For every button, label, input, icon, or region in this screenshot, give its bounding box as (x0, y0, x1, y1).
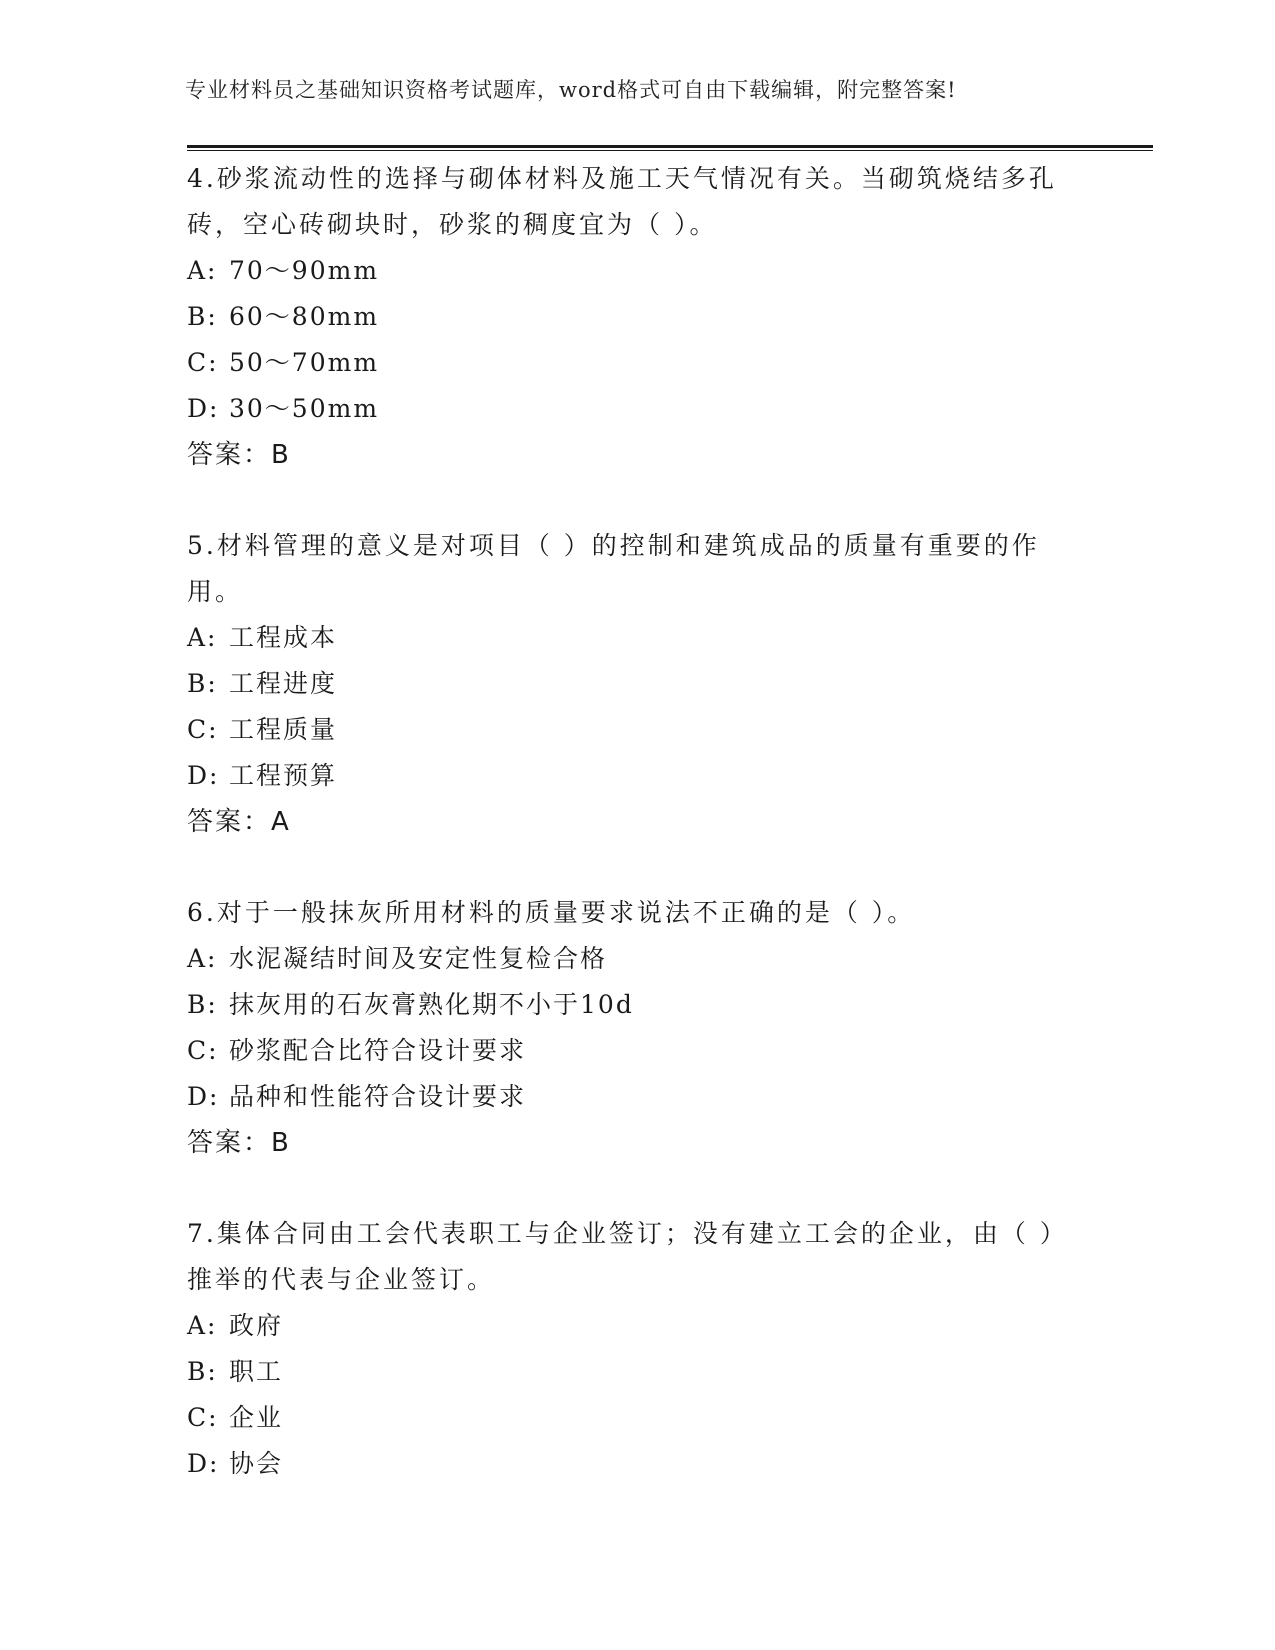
option-d (187, 386, 1087, 432)
option-letter: D: (187, 761, 220, 790)
option-d (187, 1074, 1087, 1120)
option-text: 水泥凝结时间及安定性复检合格 (229, 944, 608, 973)
option-letter: D: (187, 394, 220, 423)
option-text: 工程进度 (229, 669, 338, 698)
question-list (187, 156, 1087, 1532)
option-a (187, 1303, 1087, 1349)
answer-text: 答案：A (187, 807, 291, 837)
option-b (187, 661, 1087, 707)
answer-text: 答案：B (187, 1128, 291, 1158)
option-letter: D: (187, 1449, 220, 1478)
option-letter: C: (187, 348, 219, 377)
option-b (187, 1349, 1087, 1395)
option-text: 60～80mm (229, 302, 380, 331)
option-text: 协会 (229, 1449, 284, 1478)
option-text: 企业 (229, 1403, 284, 1432)
answer-text: 答案：B (187, 440, 291, 470)
option-text: 砂浆配合比符合设计要求 (229, 1036, 527, 1065)
option-letter: B: (187, 990, 218, 1019)
option-letter: A: (187, 623, 218, 652)
header-divider-thin (187, 150, 1153, 151)
option-text: 品种和性能符合设计要求 (229, 1082, 527, 1111)
option-b (187, 982, 1087, 1028)
option-text: 工程预算 (229, 761, 338, 790)
option-c (187, 1395, 1087, 1441)
option-letter: B: (187, 669, 218, 698)
question-7 (187, 1211, 1087, 1487)
option-d (187, 1441, 1087, 1487)
option-c (187, 1028, 1087, 1074)
option-text: 政府 (229, 1311, 284, 1340)
option-d (187, 753, 1087, 799)
question-text: 4.砂浆流动性的选择与砌体材料及施工天气情况有关。当砌筑烧结多孔砖，空心砖砌块时，砂浆的稠度宜为（ ）。 (187, 164, 1057, 239)
option-text: 70～90mm (229, 256, 380, 285)
option-letter: B: (187, 1357, 218, 1386)
option-b (187, 294, 1087, 340)
option-a (187, 936, 1087, 982)
question-text: 7.集体合同由工会代表职工与企业签订；没有建立工会的企业，由（ ）推举的代表与企业签订。 (187, 1219, 1068, 1294)
option-text: 工程质量 (229, 715, 338, 744)
option-c (187, 707, 1087, 753)
header-divider-thick (187, 145, 1153, 148)
option-a (187, 615, 1087, 661)
option-c (187, 340, 1087, 386)
page-header: 专业材料员之基础知识资格考试题库，word格式可自由下载编辑，附完整答案! (185, 78, 957, 102)
option-letter: B: (187, 302, 218, 331)
option-letter: C: (187, 715, 219, 744)
option-letter: A: (187, 256, 218, 285)
question-text: 5.材料管理的意义是对项目（ ）的控制和建筑成品的质量有重要的作用。 (187, 531, 1040, 606)
option-text: 50～70mm (229, 348, 380, 377)
option-letter: C: (187, 1036, 219, 1065)
option-a (187, 248, 1087, 294)
option-letter: A: (187, 944, 218, 973)
option-text: 抹灰用的石灰膏熟化期不小于10d (229, 990, 634, 1019)
question-4 (187, 156, 1087, 478)
option-text: 职工 (229, 1357, 284, 1386)
option-letter: C: (187, 1403, 219, 1432)
question-text: 6.对于一般抹灰所用材料的质量要求说法不正确的是（ ）。 (187, 898, 916, 927)
question-5 (187, 523, 1087, 845)
option-letter: D: (187, 1082, 220, 1111)
option-text: 30～50mm (229, 394, 380, 423)
option-letter: A: (187, 1311, 218, 1340)
option-text: 工程成本 (229, 623, 338, 652)
question-6 (187, 890, 1087, 1166)
